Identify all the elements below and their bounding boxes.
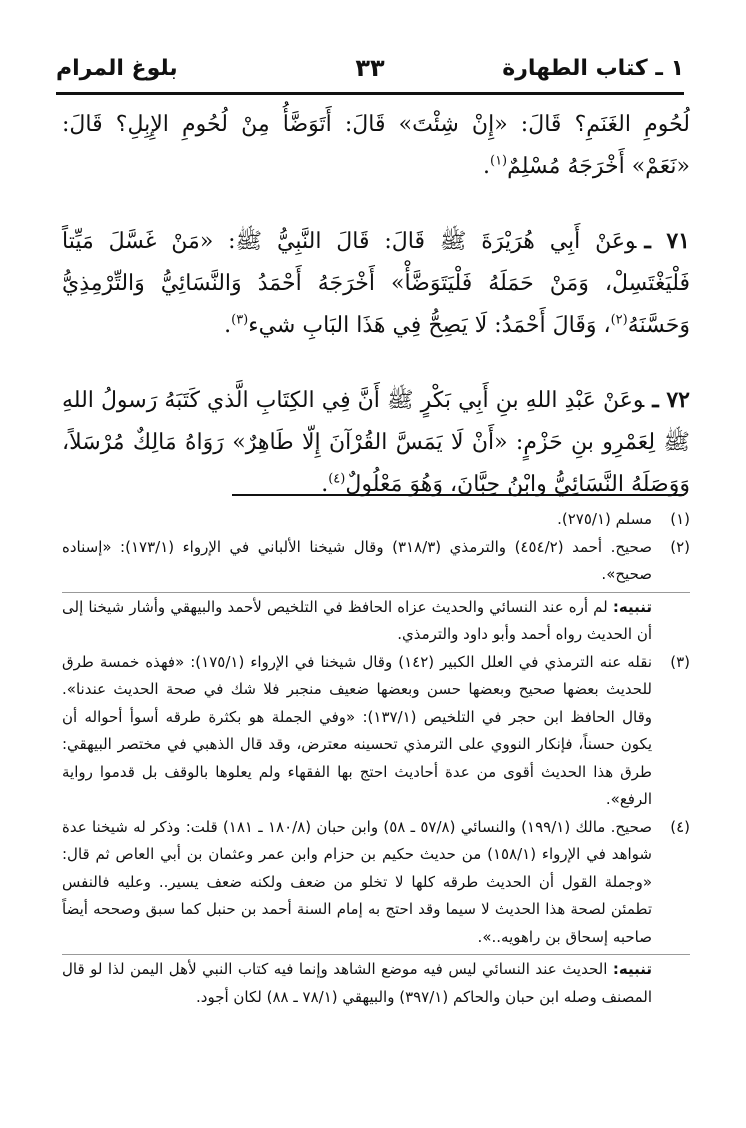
main-text <box>62 104 690 506</box>
footnote-ref[interactable]: (٤) <box>328 471 346 487</box>
footnote-3 <box>62 649 690 814</box>
footnote-text: مسلم (٢٧٥/١). <box>557 510 652 528</box>
page-number: ٣٣ <box>355 54 385 82</box>
footnotes <box>62 506 690 1011</box>
footnote-2 <box>62 534 690 589</box>
footnote-ref[interactable]: (١) <box>489 153 508 169</box>
book-title: بلوغ المرام <box>56 56 178 81</box>
footnote-number: (١) <box>670 510 690 528</box>
footnote-number: (٣) <box>670 652 690 671</box>
footnote-ref[interactable]: (٢) <box>610 312 628 328</box>
footnote-4-note <box>62 954 690 1011</box>
note-text: الحديث عند النسائي ليس فيه موضع الشاهد وإنما فيه كتاب النبي لأهل اليمن لذا لو قال المصنف وصله ابن حبان والحاكم (٣٩٧/١) والبيهقي (٧٨/١ ـ ٨٨) لكان أجود. <box>62 960 652 1006</box>
note-text: لم أره عند النسائي والحديث عزاه الحافظ في التلخيص لأحمد والبيهقي وأشار شيخنا إلى أن الحديث رواه أحمد وأبو داود والترمذي. <box>62 597 652 643</box>
page-header <box>56 52 684 95</box>
footnote-1 <box>62 506 690 534</box>
footnote-text: صحيح. أحمد (٤٥٤/٢) والترمذي (٣١٨/٣) وقال شيخنا الألباني في الإرواء (١٧٣/١): «إسناده صحيح». <box>62 537 652 583</box>
note-label: تنبيه: <box>612 960 652 978</box>
hadith-71: ٧١ ـوعَنْ أَبِي هُرَيْرَةَ ﷺ قَالَ: قَالَ النَّبِيُّ ﷺ: «مَنْ غَسَّلَ مَيِّتاً فَلْيَغْتَسِلْ، وَمَنْ حَمَلَهُ فَلْيَتَوَضَّأْ» أَخْرَجَهُ أَحْمَدُ وَالنَّسَائِيُّ وَالتِّرْمِذِيُّ وَحَسَّنَهُ$^{(٢)}$، وَقَالَ أَحْمَدُ: لَا يَصِحُّ فِي هَذَا البَابِ شيء$^{(٣)}$. <box>62 228 690 338</box>
footnote-4 <box>62 814 690 952</box>
note-label: تنبيه: <box>612 597 652 616</box>
footnote-2-note <box>62 592 690 649</box>
footnote-text: نقله عنه الترمذي في العلل الكبير (١٤٢) وقال شيخنا في الإرواء (١٧٥/١): «فهذه خمسة طرق للحديث بعضها صحيح وبعضها حسن وبعضها ضعيف منجبر فلا شك في صحة الحديث عندنا». وقال الحافظ ابن حجر في التلخيص (١٣٧/١): «وفي الجملة هو بكثرة طرقه أسوأ أحواله أن يكون حسناً، فإنكار النووي على الترمذي تحسينه معترض، وقد قال الذهبي في مختصر البيهقي: طرق هذا الحديث أقوى من عدة أحاديث احتج بها الفقهاء ولم يعلوها بالوقف بل قدموا رواية الرفع». <box>62 652 653 808</box>
footnote-separator <box>232 494 684 496</box>
chapter-title: ١ ـ كتاب الطهارة <box>502 56 684 81</box>
hadith-72: ٧٢ ـوعَنْ عَبْدِ اللهِ بنِ أَبِي بَكْرٍ ﷺ أَنَّ فِي الكِتَابِ الَّذي كَتَبَهُ رَسولُ اللهِ ﷺ لِعَمْرِو بنِ حَزْمٍ: «أَنْ لَا يَمَسَّ القُرْآنَ إِلّا طَاهِرٌ» رَوَاهُ مَالِكٌ مُرْسَلاً، وَوَصَلَهُ النَّسَائِيُّ وابْنُ حِبَّانَ، وَهُوَ مَعْلُولٌ$^{(٤)}$. <box>62 387 690 497</box>
footnote-ref[interactable]: (٣) <box>231 312 249 328</box>
footnote-number: (٢) <box>670 537 690 556</box>
footnote-text: صحيح. مالك (١٩٩/١) والنسائي (٥٧/٨ ـ ٥٨) وابن حبان (١٨٠/٨ ـ ١٨١) قلت: وذكر له شيخنا عدة شواهد في الإرواء (١٥٨/١) من حديث حكيم بن حزام وابن عمر وعثمان بن أبي العاص ثم قال: «وجملة القول أن الحديث طرقه كلها لا تخلو من ضعف ولكنه ضعف يسير.. وعليه فالنفس تطمئن لصحة هذا الحديث لا سيما وقد احتج به إمام السنة أحمد بن حنبل كما سبق وصححه أيضاً صاحبه إسحاق بن راهويه..». <box>62 817 652 946</box>
hadith-number: ٧١ ـ <box>644 228 690 254</box>
footnote-number: (٤) <box>670 817 690 836</box>
paragraph-continuation: لُحُومِ الغَنَمِ؟ قَالَ: «إِنْ شِئْتَ» قَالَ: أَتَوَضَّأُ مِنْ لُحُومِ الإِبِلِ؟ قَالَ: «نَعَمْ» أَخْرَجَهُ مُسْلِمٌ$^{(١)}$. <box>62 112 690 179</box>
hadith-number: ٧٢ ـ <box>652 387 690 413</box>
